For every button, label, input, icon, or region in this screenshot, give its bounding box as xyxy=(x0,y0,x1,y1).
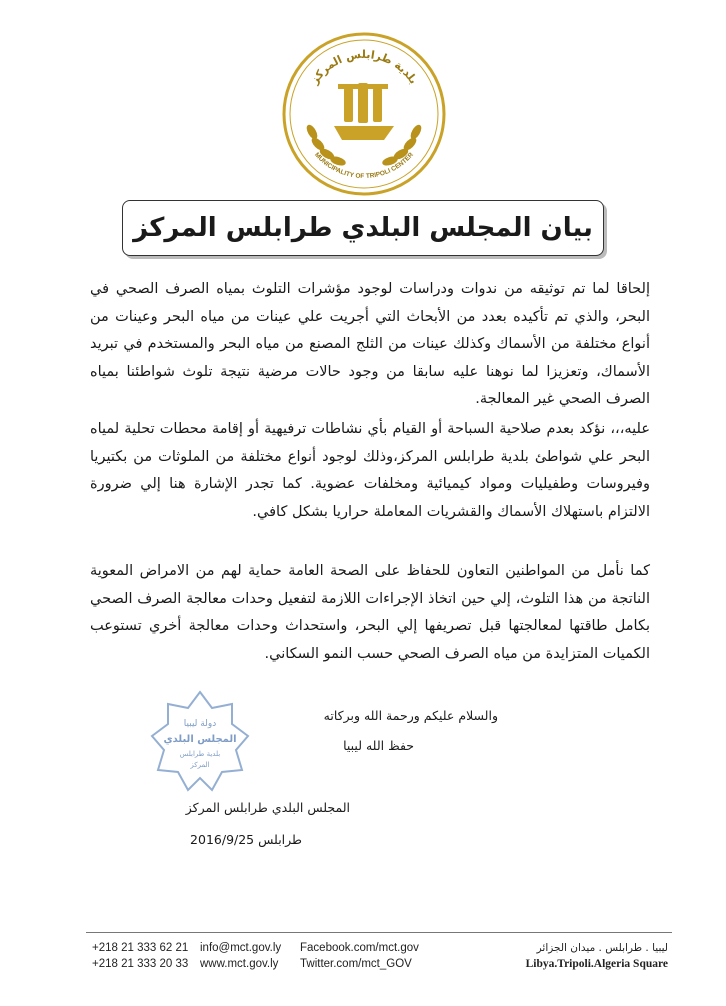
closing-blessing: حفظ الله ليبيا xyxy=(343,738,414,753)
website-link[interactable]: www.mct.gov.ly xyxy=(200,958,279,970)
svg-text:بلدية طرابلس المركز xyxy=(307,48,420,88)
facebook-link[interactable]: Facebook.com/mct.gov xyxy=(300,942,419,954)
stamp-line-2: المجلس البلدي xyxy=(163,734,237,745)
signatory: المجلس البلدي طرابلس المركز xyxy=(185,800,350,815)
footer-address xyxy=(526,940,668,972)
stamp-line-4: المركز xyxy=(190,761,210,769)
twitter-link[interactable]: Twitter.com/mct_GOV xyxy=(300,958,412,970)
place-date: طرابلس 2016/9/25 xyxy=(190,832,302,847)
footer-divider xyxy=(86,932,672,933)
statement-title: بيان المجلس البلدي طرابلس المركز xyxy=(133,213,593,243)
official-stamp xyxy=(148,690,252,794)
footer-phones xyxy=(92,940,188,972)
stamp-line-1: دولة ليبيا xyxy=(183,719,217,729)
paragraph-2: عليه،،، نؤكد بعدم صلاحية السباحة أو القيام بأي نشاطات ترفيهية أو إقامة محطات تحلية لمياه البحر علي شواطئ بلدية طرابلس المركز،وذلك لوجود أنواع مختلفة من الملوثات من بكتيريا وفيروسات وطفيليات ومواد كيميائية ومخلفات عضوية. كما تجدر الإشارة هنا إلي ضرورة الالتزام باستهلاك الأسماك والقشريات المعاملة حراريا بشكل كافي. xyxy=(90,421,650,520)
address-arabic: ليبيا . طرابلس . ميدان الجزائر xyxy=(536,942,668,954)
phone-2: +218 21 333 20 33 xyxy=(92,958,189,970)
stamp-line-3: بلدية طرابلس xyxy=(179,750,221,758)
footer-web xyxy=(200,940,281,972)
statement-title-box xyxy=(122,200,604,256)
closing-greeting: والسلام عليكم ورحمة الله وبركاته xyxy=(323,708,498,723)
paragraph-1: إلحاقا لما تم توثيقه من ندوات ودراسات لوجود مؤشرات التلوث بمياه الصرف الصحي في البحر، والذي تم تأكيده بعدد من الأبحاث التي أجريت علي عينات من مياه البحر وعينات من أنواع مختلفة من الأسماك وكذلك عينات من الثلج المصنع من مياه البحر والمستخدم في تبريد الأسماك، وتعزيزا لما نوهنا عليه سابقا من وجود حالات مرضية نتيجة تلوث شواطئنا بمياه الصرف الصحي غير المعالجة. xyxy=(90,281,650,407)
seal-arabic-name: بلدية طرابلس المركز xyxy=(307,47,421,87)
paragraph-3: كما نأمل من المواطنين التعاون للحفاظ على الصحة العامة حماية لهم من الامراض المعوية الناتجة من هذا التلوث، إلي حين اتخاذ الإجراءات اللازمة لتفعيل وحدات معالجة الصرف الصحي بكامل طاقتها لمعالجتها قبل تصريفها إلي البحر، واستحداث وحدات معالجة أخري تستوعب الكميات المتزايدة من مياه الصرف الصحي حسب النمو السكاني. xyxy=(90,563,650,662)
phone-1: +218 21 333 62 21 xyxy=(92,942,189,954)
seal-english-name: MUNICIPALITY OF TRIPOLI CENTER xyxy=(313,151,415,181)
email-link[interactable]: info@mct.gov.ly xyxy=(200,942,282,954)
footer-social xyxy=(300,940,419,972)
municipality-seal-logo xyxy=(278,28,450,200)
address-english: Libya.Tripoli.Algeria Square xyxy=(525,958,668,970)
